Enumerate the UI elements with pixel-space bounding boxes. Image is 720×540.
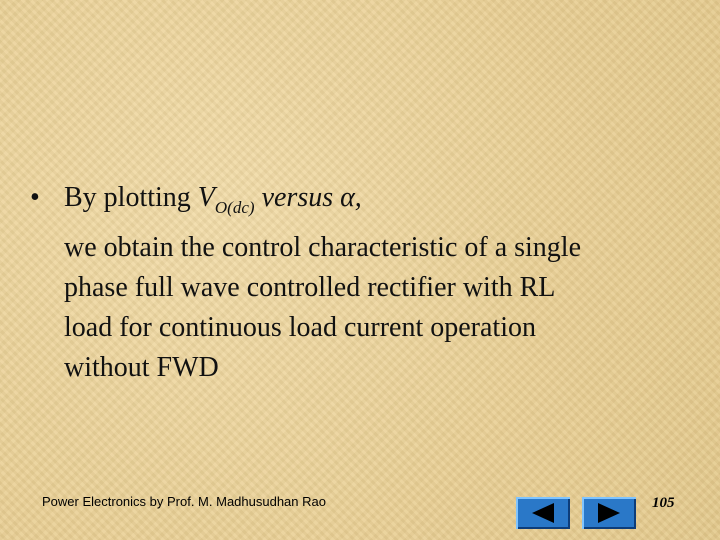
page-number: 105	[652, 495, 675, 511]
left-arrow-icon	[528, 502, 558, 524]
body-line: without FWD	[64, 352, 219, 383]
previous-slide-button[interactable]	[516, 497, 570, 529]
versus-text: versus	[254, 182, 341, 213]
voltage-subscript: O(dc)	[214, 198, 255, 217]
right-arrow-icon	[594, 502, 624, 524]
body-line: load for continuous load current operation	[64, 312, 536, 343]
voltage-symbol: V	[197, 182, 215, 213]
next-slide-button[interactable]	[582, 497, 636, 529]
bullet-text	[64, 178, 690, 388]
body-line: phase full wave controlled rectifier with RL	[64, 272, 556, 303]
bullet-marker: •	[30, 182, 40, 213]
bullet-item	[30, 178, 690, 388]
alpha-symbol: α,	[340, 182, 362, 213]
body-line: we obtain the control characteristic of a single	[64, 232, 582, 263]
footer-credit: Power Electronics by Prof. M. Madhusudhan Rao	[42, 494, 326, 509]
intro-text: By plotting	[64, 182, 198, 213]
bullet-first-line	[64, 178, 690, 228]
slide-body	[30, 178, 690, 388]
